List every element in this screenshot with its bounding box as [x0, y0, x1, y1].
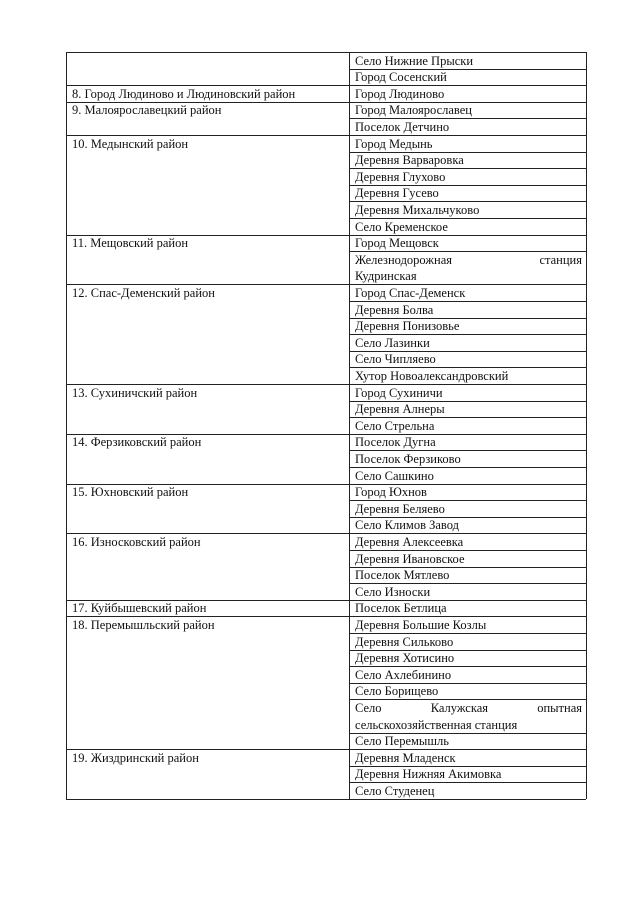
settlement-name: Село Нижние Прыски [355, 53, 474, 68]
settlement-name: Деревня Сильково [355, 634, 454, 649]
settlement-name: Село Перемышль [355, 734, 449, 749]
settlement-word: Железнодорожная [355, 252, 452, 267]
settlement-name: Деревня Болва [355, 302, 434, 317]
settlement-name: Деревня Младенск [355, 750, 456, 765]
settlement-name: Поселок Ферзиково [355, 451, 461, 466]
table-right-border [586, 52, 587, 799]
settlement-name-line1 [355, 252, 582, 268]
district-name: 8. Город Людиново и Людиновский район [72, 86, 296, 101]
settlement-name: Село Износки [355, 584, 431, 599]
settlement-name: Город Спас-Деменск [355, 285, 466, 300]
settlement-name: Деревня Ивановское [355, 551, 465, 566]
settlement-name: Деревня Хотисино [355, 651, 455, 666]
settlement-name: Поселок Бетлица [355, 601, 447, 616]
settlement-name: Село Климов Завод [355, 518, 459, 533]
settlement-name-line2: сельскохозяйственная станция [355, 717, 518, 732]
settlement-name: Село Чипляево [355, 352, 436, 367]
district-name: 19. Жиздринский район [72, 750, 199, 765]
settlement-name: Деревня Варваровка [355, 153, 464, 168]
settlement-name: Город Мещовск [355, 236, 439, 251]
district-name: 16. Износковский район [72, 534, 201, 549]
district-name: 9. Малоярославецкий район [72, 103, 222, 118]
settlement-name: Город Малоярославец [355, 103, 472, 118]
settlement-name: Город Людиново [355, 86, 445, 101]
row-border [66, 799, 586, 800]
district-name: 13. Сухиничский район [72, 385, 198, 400]
settlement-word: Калужская [430, 700, 489, 715]
settlement-name: Деревня Глухово [355, 169, 446, 184]
settlement-name: Город Сосенский [355, 70, 447, 85]
settlement-name-line2: Кудринская [355, 269, 417, 284]
settlement-word: опытная [537, 700, 582, 715]
district-name: 18. Перемышльский район [72, 617, 215, 632]
settlement-name: Деревня Нижняя Акимовка [355, 767, 502, 782]
settlement-name: Деревня Михальчуково [355, 202, 480, 217]
settlement-name: Село Ахлебинино [355, 667, 452, 682]
settlement-name: Город Медынь [355, 136, 433, 151]
district-name: 10. Медынский район [72, 136, 189, 151]
settlement-word: станция [539, 252, 582, 267]
district-name: 14. Ферзиковский район [72, 435, 202, 450]
settlement-name: Село Кременское [355, 219, 448, 234]
settlement-name: Деревня Алнеры [355, 402, 445, 417]
district-name: 15. Юхновский район [72, 485, 189, 500]
settlement-name: Город Сухиничи [355, 385, 443, 400]
settlement-name: Село Студенец [355, 783, 435, 798]
settlement-name: Деревня Алексеевка [355, 534, 464, 549]
settlement-name: Поселок Детчино [355, 119, 450, 134]
settlement-name-line1 [355, 700, 582, 716]
settlement-name: Деревня Понизовье [355, 319, 460, 334]
settlement-name: Деревня Гусево [355, 186, 439, 201]
settlement-name: Село Сашкино [355, 468, 434, 483]
settlement-name: Деревня Большие Козлы [355, 617, 487, 632]
district-name: 17. Куйбышевский район [72, 601, 207, 616]
settlement-name: Село Лазинки [355, 335, 430, 350]
table-middle-border [349, 52, 350, 799]
district-name: 11. Мещовский район [72, 236, 189, 251]
settlement-name: Поселок Дугна [355, 435, 436, 450]
table-top-border [66, 52, 586, 53]
settlement-name: Хутор Новоалександровский [355, 368, 509, 383]
settlement-name: Село Стрельна [355, 418, 435, 433]
settlement-name: Поселок Мятлево [355, 568, 450, 583]
table-left-border [66, 52, 67, 799]
settlement-name: Город Юхнов [355, 485, 427, 500]
settlement-name: Деревня Беляево [355, 501, 445, 516]
settlement-name: Село Борищево [355, 684, 439, 699]
settlement-word: Село [355, 700, 382, 715]
district-name: 12. Спас-Деменский район [72, 285, 215, 300]
